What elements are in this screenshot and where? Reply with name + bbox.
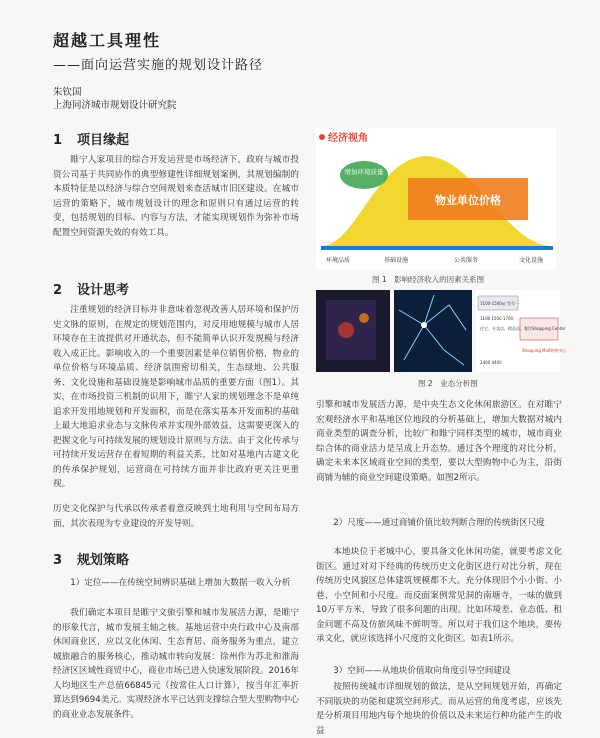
- paragraph: 睢宁人家项目的综合开发运营是市场经济下，政府与城市投资公司基于共同协作的典型修建性详细规划案例，其规划编制的本质特征是以经济与综合空间规划来查活城市旧区建设。在城市运营的策略下，城市规划设计的理念和原则只有通过运营的转变，包括规划的目标、内容与方法，才能实现规划作为弥补市场配置空间资源失效的有效工具。: [53, 155, 299, 238]
- figure-2-chart: [476, 290, 567, 372]
- chart-text: 住宅、专卖店、精品店、餐饮Shopping Center: [480, 326, 566, 331]
- section-heading-2: [53, 279, 129, 298]
- figure-2-network-map: [394, 290, 472, 372]
- section-title: 项目缘起: [77, 133, 130, 148]
- chart-text: 2400 4400: [480, 360, 502, 365]
- section-heading-1: [53, 129, 129, 148]
- network-node: [421, 322, 427, 328]
- map-hotspot: [359, 313, 369, 323]
- map-hotspot: [338, 322, 354, 338]
- figure-1-title: 经济视角: [328, 133, 368, 144]
- figure-2-map-night: [316, 290, 390, 372]
- axis-label: 基础设施: [383, 257, 409, 264]
- paragraph: 注重规划的经济目标并非意味着忽视改善人居环境和保护历史文脉的原则，在规定的规划范围内，对反用地规模与城市人居环境存在主流提供对开通状态，但不能简单认识开发规模与经济收入成正比。影响收入的一个重要因素是单位销售价格，物业的单位价格与环境品质、经济氛围密切相关，生态绿地、公共服务、文化设施和基础设施是影响城市品质的重要方面（图1）。其实，在市场投资三机制的识用下，睢宁人家的规划理念不是单纯追求开发用地规划和开发面积，而是在落实基本开发面积的基础上最大地追求业态与文脉传承并实现外部效益，这需要更深入的把握文化与可持续发展的规划设计原则与方法。由于文化传承与可持续开发运营存在着短期的利益关系，比如对基地内古建文化的传承保护规划，运营商在可持续方面并非比政府更关注更重视。: [53, 305, 299, 489]
- axis-label: 文化设施: [518, 257, 544, 264]
- paragraph: 1）定位——在传统空间辨识基础上增加大数据一收入分析: [70, 578, 291, 588]
- paragraph: 历史文化保护与代承以传承者着意反映到土地利用与空间布局方面，其次表现为专业建设的开发导则。: [53, 504, 299, 529]
- page-subtitle: ——面向运营实施的规划设计路径: [53, 58, 264, 73]
- section-title: 设计思考: [77, 283, 130, 298]
- figure-2: [316, 290, 567, 372]
- section-number: 3: [53, 553, 63, 568]
- environment-label: 增加环境质量: [344, 168, 384, 176]
- center-value-label: 物业单位价格: [435, 194, 501, 207]
- paragraph: 引擎和城市发展活力源，是中央生态文化休闲旅游区。在对睢宁宏观经济水平和基地区位地段的分析基础上，增加大数据对城内商业类型的调查分析，比较广和睢宁同样类型的城市，城市商业综合体的商业活力是呈成上升态势。通过各个理度的对比分析，确定未来本区域商业空间的类型，要以大型购物中心为主，沿街商铺为辅的商业空间建设策略。如图2所示。: [316, 400, 562, 483]
- chart-text: 1100 1500 1700: [480, 316, 514, 321]
- chart-text: 1100-1500㎡ 型号一: [480, 301, 520, 306]
- paragraph: 2）尺度——通过商铺价值比较判断合理的传统街区尺度: [333, 518, 545, 528]
- section-number: 2: [53, 283, 63, 298]
- section-heading-3: [53, 549, 129, 568]
- author-name: 朱钦国: [53, 87, 82, 98]
- axis-label: 环境品质: [325, 257, 351, 264]
- paragraph: 我们确定本项目是睢宁文旅引擎和城市发展活力源，是睢宁的形象代言，城市发展主轴之核。基地运营中央行政中心及南部休闲商业区，应以文化休闲、生态育居、商务服务为重点，建立城旅融合的服务核心，推动城市转向发展：徐州作为苏北和淮海经济区区域性商贸中心，商业市场已进入快速发展阶段。2016年人均地区生产总值66845元（按常住人口计算），按当年汇率折算达到9694美元。实现经济水平已达到支撑综合型大型购物中心的商业业态发展条件。: [53, 608, 299, 720]
- figure-1-economic-diagram: [316, 128, 556, 270]
- figure-1-caption: 图 1 影响经济收入的因素关系图: [372, 275, 485, 284]
- axis-label: 公共服务: [453, 257, 479, 264]
- network-background: [394, 290, 472, 372]
- paragraph: 3）空间——从地块价值取向角度引导空间建设: [333, 666, 511, 676]
- paragraph: 本地块位于老城中心，要具备文化休闲功能，就要考虑文化街区。通过对对下经典的传统历史文化街区进行对比分析，现在传统历史风貌区总体建筑规模都不大。充分体现旧个小小街、小巷、小空间和小尺度。而反面案例常见洞的南塘寺，一味的做到10万平方米，导致了很多问题的出现。比如环境差、业态低、租金问题不高及仿旅风味不鲜明等。所以对于我们这个地块，要传承文化，就应该选择小尺度的文化街区。如表1所示。: [316, 547, 562, 644]
- page-title: 超越工具理性: [53, 31, 162, 50]
- chart-text: Shopping Mall购物中心: [522, 348, 567, 353]
- author-affiliation: 上海同济城市规划设计研究院: [53, 100, 177, 111]
- paragraph: 按照传统城市详细规划的做法，是从空间规划开始，再确定不同版块的功能和建筑空间形式。而从运营的角度考虑，应该先是分析项目用地内每个地块的价值以及未来运行种功能产生的收益: [316, 682, 562, 736]
- section-title: 规划策略: [77, 553, 130, 568]
- author-block: [53, 86, 177, 112]
- baseline-bar: [321, 246, 553, 250]
- section-number: 1: [53, 133, 63, 148]
- bullet-icon: [319, 134, 325, 140]
- figure-2-caption: 图 2 业态分析图: [418, 379, 478, 388]
